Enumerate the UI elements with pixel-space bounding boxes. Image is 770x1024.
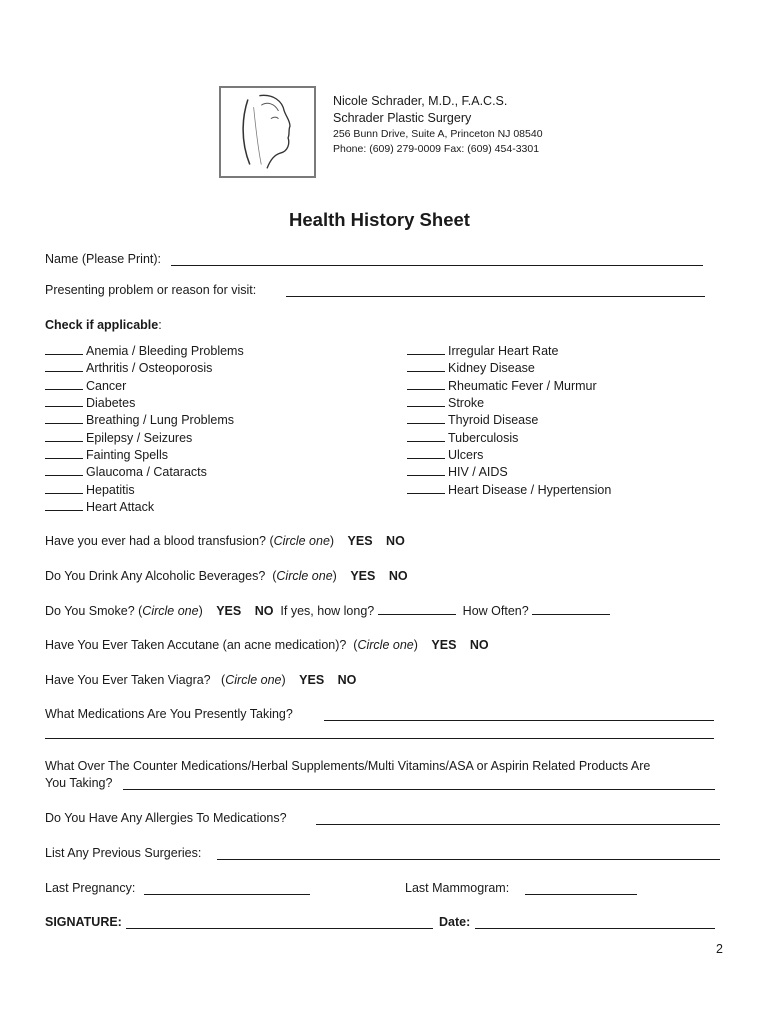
allergies-field[interactable] xyxy=(316,824,720,825)
reason-label: Presenting problem or reason for visit: xyxy=(45,283,257,297)
question-alcohol: Do You Drink Any Alcoholic Beverages? (Circle one) YES NO xyxy=(45,569,408,583)
practice-logo xyxy=(219,86,316,178)
name-label: Name (Please Print): xyxy=(45,252,162,266)
page-title: Health History Sheet xyxy=(289,209,470,230)
condition-check-blank[interactable] xyxy=(407,412,445,424)
condition-check-blank[interactable] xyxy=(407,395,445,407)
medications-field[interactable] xyxy=(324,720,714,721)
medications-label: What Medications Are You Presently Taking? xyxy=(45,707,293,721)
condition-check-blank[interactable] xyxy=(407,343,445,355)
condition-check-blank[interactable] xyxy=(407,482,445,494)
condition-check-blank[interactable] xyxy=(407,447,445,459)
otc-field[interactable] xyxy=(123,789,715,790)
signature-field[interactable] xyxy=(126,928,433,929)
face-profile-icon xyxy=(221,88,314,176)
condition-check-blank[interactable] xyxy=(45,360,83,372)
signature-label: SIGNATURE: xyxy=(45,915,122,929)
question-transfusion: Have you ever had a blood transfusion? (Circle one) YES NO xyxy=(45,534,405,548)
condition-item: Cancer xyxy=(45,378,126,393)
no-option[interactable]: NO xyxy=(254,604,274,618)
check-heading: Check if applicable: xyxy=(45,318,162,332)
yes-option[interactable]: YES xyxy=(350,569,376,583)
pregnancy-label: Last Pregnancy: xyxy=(45,881,136,895)
condition-item: Thyroid Disease xyxy=(407,412,538,427)
question-smoke: Do You Smoke? (Circle one) YES NO If yes, how long? How Often? xyxy=(45,603,610,618)
condition-item: Arthritis / Osteoporosis xyxy=(45,360,212,375)
mammogram-label: Last Mammogram: xyxy=(405,881,510,895)
condition-item: Ulcers xyxy=(407,447,483,462)
date-field[interactable] xyxy=(475,928,715,929)
how-long-field[interactable] xyxy=(378,603,456,615)
medications-field-line2[interactable] xyxy=(45,738,714,739)
condition-check-blank[interactable] xyxy=(407,360,445,372)
condition-item: Breathing / Lung Problems xyxy=(45,412,234,427)
date-label: Date: xyxy=(439,915,471,929)
question-viagra: Have You Ever Taken Viagra? (Circle one) YES NO xyxy=(45,673,357,687)
no-option[interactable]: NO xyxy=(337,673,357,687)
condition-check-blank[interactable] xyxy=(45,343,83,355)
how-often-field[interactable] xyxy=(532,603,610,615)
condition-check-blank[interactable] xyxy=(45,378,83,390)
condition-check-blank[interactable] xyxy=(45,412,83,424)
condition-item: Heart Disease / Hypertension xyxy=(407,482,611,497)
condition-item: Fainting Spells xyxy=(45,447,168,462)
condition-check-blank[interactable] xyxy=(407,378,445,390)
condition-item: Epilepsy / Seizures xyxy=(45,430,192,445)
condition-item: Glaucoma / Cataracts xyxy=(45,464,207,479)
condition-check-blank[interactable] xyxy=(45,482,83,494)
condition-item: Heart Attack xyxy=(45,499,154,514)
no-option[interactable]: NO xyxy=(469,638,489,652)
page-number: 2 xyxy=(716,942,723,956)
otc-label-line2: You Taking? xyxy=(45,776,113,790)
allergies-label: Do You Have Any Allergies To Medications? xyxy=(45,811,287,825)
condition-check-blank[interactable] xyxy=(45,464,83,476)
mammogram-field[interactable] xyxy=(525,894,637,895)
condition-item: Rheumatic Fever / Murmur xyxy=(407,378,597,393)
yes-option[interactable]: YES xyxy=(347,534,373,548)
name-field[interactable] xyxy=(171,265,703,266)
pregnancy-field[interactable] xyxy=(144,894,310,895)
condition-item: Diabetes xyxy=(45,395,135,410)
condition-item: Irregular Heart Rate xyxy=(407,343,558,358)
condition-check-blank[interactable] xyxy=(45,395,83,407)
yes-option[interactable]: YES xyxy=(299,673,325,687)
no-option[interactable]: NO xyxy=(388,569,408,583)
condition-item: HIV / AIDS xyxy=(407,464,508,479)
practice-address: 256 Bunn Drive, Suite A, Princeton NJ 08540 xyxy=(333,128,543,140)
yes-option[interactable]: YES xyxy=(431,638,457,652)
reason-field[interactable] xyxy=(286,296,705,297)
practice-phone: Phone: (609) 279-0009 Fax: (609) 454-3301 xyxy=(333,143,540,155)
condition-item: Hepatitis xyxy=(45,482,135,497)
condition-check-blank[interactable] xyxy=(45,447,83,459)
condition-item: Kidney Disease xyxy=(407,360,535,375)
surgeries-field[interactable] xyxy=(217,859,720,860)
yes-option[interactable]: YES xyxy=(216,604,242,618)
condition-check-blank[interactable] xyxy=(407,430,445,442)
condition-item: Anemia / Bleeding Problems xyxy=(45,343,244,358)
practice-name: Schrader Plastic Surgery xyxy=(333,111,472,125)
doctor-name: Nicole Schrader, M.D., F.A.C.S. xyxy=(333,94,508,108)
condition-item: Stroke xyxy=(407,395,484,410)
condition-check-blank[interactable] xyxy=(45,499,83,511)
question-accutane: Have You Ever Taken Accutane (an acne medication)? (Circle one) YES NO xyxy=(45,638,489,652)
no-option[interactable]: NO xyxy=(386,534,405,548)
surgeries-label: List Any Previous Surgeries: xyxy=(45,846,202,860)
condition-check-blank[interactable] xyxy=(407,464,445,476)
condition-check-blank[interactable] xyxy=(45,430,83,442)
condition-item: Tuberculosis xyxy=(407,430,518,445)
otc-label-line1: What Over The Counter Medications/Herbal Supplements/Multi Vitamins/ASA or Aspirin Related Products Are xyxy=(45,759,651,773)
